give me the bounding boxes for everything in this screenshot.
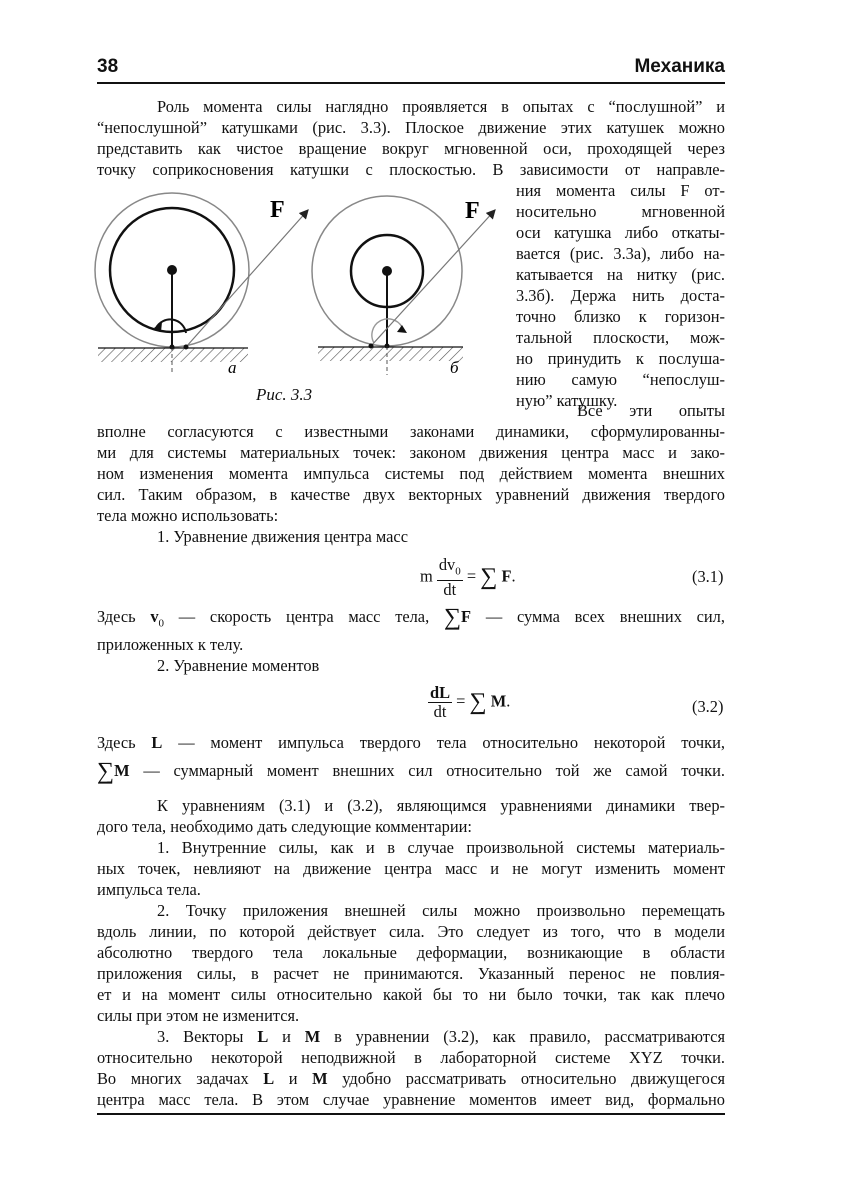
para4-M: M	[114, 761, 130, 780]
comment3-M1: M	[304, 1027, 321, 1046]
item2-heading: 2. Уравнение моментов	[157, 656, 320, 675]
page-header	[97, 54, 725, 84]
para4-pre: Здесь	[97, 733, 136, 752]
para5-line2: дого тела, необходимо дать следующие комментарии:	[97, 817, 472, 836]
wrap-line6: 3.3б). Держа нить доста-	[516, 286, 725, 305]
wrap-line8: тальной плоскости, мож-	[516, 328, 725, 347]
eq2-denominator: dt	[433, 702, 447, 721]
spool-b-thread	[371, 210, 495, 346]
comment3-L1: L	[257, 1027, 269, 1046]
label-b: б	[450, 358, 459, 377]
eq1-numerator: dv	[438, 555, 456, 574]
spool-b-ground-hatch	[318, 347, 463, 361]
para2-line1: Все эти опыты	[577, 401, 725, 420]
comment3-M2: M	[312, 1069, 328, 1088]
spool-a-ground-hatch	[98, 348, 248, 362]
para2-line5: сил. Таким образом, в качестве двух векторных уравнений движения твердого	[97, 485, 725, 504]
wrap-line7: точно близко к горизон-	[516, 307, 725, 326]
comment2-line6: силы при этом не изменится.	[97, 1006, 300, 1025]
para3-post: — сумма всех внешних сил,	[485, 607, 725, 626]
comment3-and1: и	[282, 1027, 291, 1046]
eq2-rhs: M	[490, 691, 507, 711]
eq1-sum: ∑	[480, 564, 498, 591]
eq2-numerator: dL	[430, 683, 451, 702]
wrap-line10: нию самую “непослуш-	[516, 370, 725, 389]
label-a: а	[228, 358, 237, 377]
para4-line2	[97, 760, 725, 783]
para4-line1	[97, 732, 725, 753]
comment3-l3b: удобно рассматривать относительно движущегося	[342, 1069, 726, 1088]
eq1-rhs: F	[501, 566, 512, 586]
eq2-number: (3.2)	[692, 697, 724, 716]
eq1-sub: 0	[455, 565, 461, 578]
comment1-line3: импульса тела.	[97, 880, 201, 899]
spool-b-rotation-arrowhead	[397, 325, 407, 333]
wrap-line5: катывается на нитку (рис.	[516, 265, 725, 284]
comment3-line2: относительно некоторой неподвижной в лабораторной системе XYZ точки.	[97, 1048, 725, 1067]
eq2-dot: .	[506, 691, 511, 711]
para3-sum: ∑	[443, 604, 462, 631]
para4-post: — момент импульса твердого тела относительно некоторой точки,	[178, 733, 725, 752]
figure-caption: Рис. 3.3	[256, 385, 313, 404]
comment2-line3: абсолютно твердого тела локальные деформации, возникающие в области	[97, 943, 725, 962]
para2-line6: тела можно использовать:	[97, 506, 279, 525]
eq1-fraction	[437, 556, 463, 599]
para3-line2: приложенных к телу.	[97, 635, 244, 654]
comment2-line4: приложения силы, в расчет не принимаются. Указанный перенос не повлия-	[97, 964, 725, 983]
comment3-l1a: 3. Векторы	[157, 1027, 244, 1046]
spool-a-thread	[186, 210, 308, 347]
eq1-equals: =	[466, 566, 477, 586]
eq1-denominator: dt	[443, 580, 457, 600]
para3-F: F	[461, 607, 472, 626]
comment3-line4: центра масс тела. В этом случае уравнение моментов имеет вид, формально	[97, 1090, 725, 1109]
item1-heading: 1. Уравнение движения центра масс	[157, 527, 408, 546]
comment1-line2: ных точек, невлияют на движение центра масс и не могут изменить момент	[97, 859, 725, 878]
para3-mid: — скорость центра масс тела,	[178, 607, 430, 626]
para1-line1: Роль момента силы наглядно проявляется в опытах с “послушной” и	[157, 97, 725, 116]
para1-line4: точку соприкосновения катушки с плоскостью. В зависимости от направле-	[97, 160, 725, 179]
comment3-line1	[97, 1026, 725, 1047]
para1-line2: “непослушной” катушками (рис. 3.3). Плоское движение этих катушек можно	[97, 118, 725, 137]
equation-3-1	[420, 556, 516, 599]
eq1-dot: .	[511, 566, 516, 586]
comment2-line2: вдоль линии, по которой действует сила. Это следует из того, что в модели	[97, 922, 725, 941]
eq2-fraction	[428, 684, 452, 721]
force-label-a: F	[270, 197, 285, 223]
para1-line3: представить как чистое вращение вокруг мгновенной оси, проходящей через	[97, 139, 725, 158]
wrap-line4: вается (рис. 3.3а), либо на-	[516, 244, 725, 263]
para3-v: v	[150, 607, 159, 626]
comment3-and2: и	[288, 1069, 298, 1088]
comment2-line5: ет и на момент силы относительно какой бы то ни было точки, так как плечо	[97, 985, 725, 1004]
para4-line2-text: — суммарный момент внешних сил относительно той же самой точки.	[143, 761, 725, 780]
eq1-m: m	[420, 566, 433, 586]
eq2-sum: ∑	[469, 689, 487, 715]
force-label-b: F	[465, 198, 480, 224]
eq2-equals: =	[456, 691, 466, 711]
comment3-L2: L	[263, 1069, 275, 1088]
para2-line4: ном изменения момента импульса системы под действием момента внешних	[97, 464, 725, 483]
figure-spools	[90, 185, 500, 410]
chapter-title: Механика	[634, 56, 725, 77]
para2-line2: вполне согласуются с известными законами динамики, сформулированны-	[97, 422, 725, 441]
para3-line1	[97, 606, 725, 634]
wrap-line3: оси катушка либо откаты-	[516, 223, 725, 242]
para5-line1: К уравнениям (3.1) и (3.2), являющимся уравнениями динамики твер-	[157, 796, 725, 815]
footer-rule	[97, 1113, 725, 1115]
spools-diagram	[90, 185, 500, 410]
comment2-line1: 2. Точку приложения внешней силы можно произвольно перемещать	[157, 901, 725, 920]
wrap-line1: ния момента силы F от-	[516, 181, 725, 200]
para3-sub: 0	[158, 617, 165, 630]
comment3-l3a: Во многих задачах	[97, 1069, 249, 1088]
para2-line3: ми для системы материальных точек: законом движения центра масс и зако-	[97, 443, 725, 462]
para4-sum: ∑	[97, 758, 115, 785]
para3-pre: Здесь	[97, 607, 136, 626]
comment1-line1: 1. Внутренние силы, как и в случае произвольной системы материаль-	[157, 838, 725, 857]
comment3-l1b: в уравнении (3.2), как правило, рассматриваются	[334, 1027, 725, 1046]
page-number: 38	[97, 56, 119, 77]
equation-3-2	[428, 684, 510, 721]
comment3-line3	[97, 1068, 725, 1089]
para4-L: L	[151, 733, 163, 752]
wrap-line2: носительно мгновенной	[516, 202, 725, 221]
eq1-number: (3.1)	[692, 567, 724, 586]
wrap-line11: ную” катушку.	[516, 391, 618, 410]
wrap-line9: но принудить к послуша-	[516, 349, 725, 368]
